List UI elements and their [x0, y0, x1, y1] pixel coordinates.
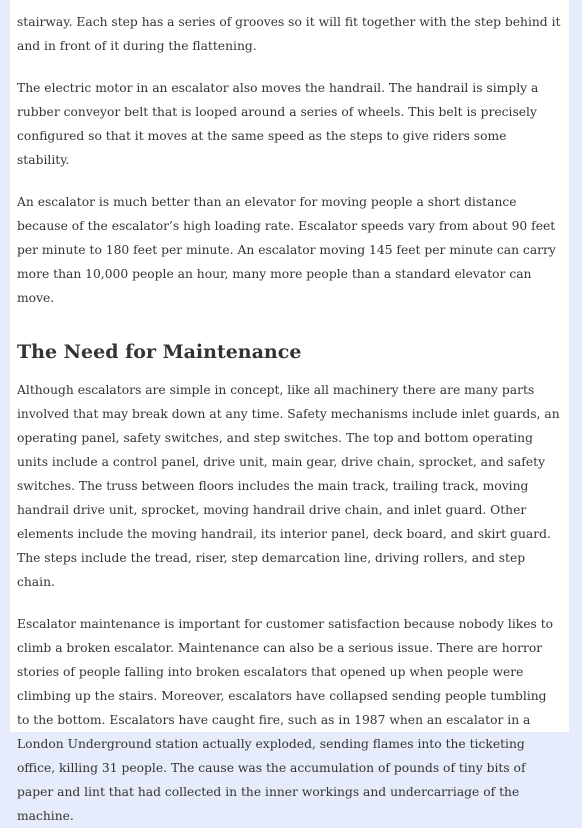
- paragraph-maintenance-importance: Escalator maintenance is important for customer satisfaction because nobody likes to climb a broken escalator. Maintenance can also be a serious issue. There are horror stories of people falling into broken escalators that opened up when people were climbing up the stairs. Moreover, escalators have collapsed sending people tumbling to the bottom. Escalators have caught fire, such as in 1987 when an escalator in a London Underground station actually exploded, sending flames into the ticketing office, killing 31 people. The cause was the accumulation of pounds of tiny bits of paper and lint that had collected in the inner workings and undercarriage of the machine.: [17, 617, 554, 823]
- paragraph-loading-rate: An escalator is much better than an elevator for moving people a short distance because of the escalator’s high loading rate. Escalator speeds vary from about 90 feet per minute to 180 feet per minute. An escalator moving 145 feet per minute can carry more than 10,000 people an hour, many more people than a standard elevator can move.: [17, 195, 556, 305]
- paragraph-parts: Although escalators are simple in concept, like all machinery there are many parts involved that may break down at any time. Safety mechanisms include inlet guards, an operating panel, safety switches, and step switches. The top and bottom operating units include a control panel, drive unit, main gear, drive chain, sprocket, and safety switches. The truss between floors includes the main track, trailing track, moving handrail drive unit, sprocket, moving handrail drive chain, and inlet guard. Other elements include the moving handrail, its interior panel, deck board, and skirt guard. The steps include the tread, riser, step demarcation line, driving rollers, and step chain.: [17, 383, 560, 589]
- article-panel: [10, 0, 569, 823]
- section-heading: The Need for Maintenance: [17, 341, 302, 363]
- article-body: [17, 0, 562, 828]
- paragraph-step-grooves: stairway. Each step has a series of grooves so it will fit together with the step behind it and in front of it during the flattening.: [17, 15, 561, 53]
- paragraph-handrail: The electric motor in an escalator also moves the handrail. The handrail is simply a rubber conveyor belt that is looped around a series of wheels. This belt is precisely configured so that it moves at the same speed as the steps to give riders some stability.: [17, 81, 539, 167]
